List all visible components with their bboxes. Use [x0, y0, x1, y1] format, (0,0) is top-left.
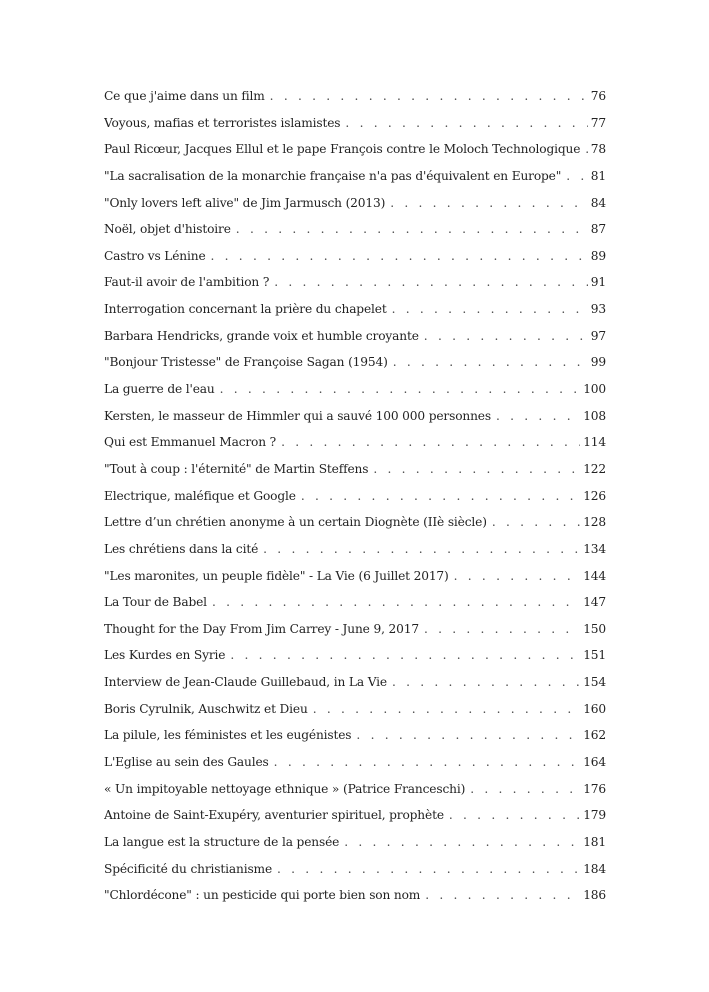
toc-entry-title: Ce que j'aime dans un film [104, 89, 265, 103]
toc-entry-page-number: 97 [590, 328, 606, 343]
toc-entry-page-number: 81 [590, 168, 606, 183]
table-of-contents [104, 86, 606, 912]
dot-leader [301, 486, 580, 506]
toc-entry-title: "Les maronites, un peuple fidèle" - La Vie (6 Juillet 2017) [104, 568, 449, 583]
toc-entry-title: La Tour de Babel [104, 595, 207, 610]
toc-entry-title: Boris Cyrulnik, Auschwitz et Dieu [104, 701, 308, 716]
toc-entry-title: "Bonjour Tristesse" de Françoise Sagan (1954) [104, 355, 388, 370]
dot-leader [566, 166, 588, 186]
dot-leader [212, 592, 580, 612]
toc-entry-title: Interview de Jean-Claude Guillebaud, in La Vie [104, 675, 387, 690]
toc-entry[interactable] [104, 193, 606, 220]
toc-entry-title: La langue est la structure de la pensée [104, 834, 340, 849]
dot-leader [281, 432, 580, 452]
dot-leader [277, 859, 580, 879]
dot-leader [230, 645, 580, 665]
toc-entry-page-number: 184 [583, 861, 606, 876]
toc-entry[interactable] [104, 779, 606, 806]
toc-entry-page-number: 77 [590, 115, 606, 130]
dot-leader [424, 619, 580, 639]
toc-entry-title: La pilule, les féministes et les eugénistes [104, 728, 352, 743]
toc-entry[interactable] [104, 699, 606, 726]
toc-entry-page-number: 76 [590, 89, 606, 103]
toc-entry-title: Kersten, le masseur de Himmler qui a sauvé 100 000 personnes [104, 408, 491, 423]
toc-entry-title: La guerre de l'eau [104, 382, 215, 397]
dot-leader [274, 752, 581, 772]
toc-entry-page-number: 128 [583, 515, 606, 530]
dot-leader [345, 113, 587, 133]
toc-entry-page-number: 160 [583, 701, 606, 716]
toc-entry-title: Faut-il avoir de l'ambition ? [104, 275, 270, 290]
toc-entry[interactable] [104, 859, 606, 886]
toc-entry[interactable] [104, 512, 606, 539]
toc-entry-page-number: 150 [583, 621, 606, 636]
toc-entry-title: « Un impitoyable nettoyage ethnique » (Patrice Franceschi) [104, 781, 466, 796]
toc-entry[interactable] [104, 459, 606, 486]
toc-entry[interactable] [104, 113, 606, 140]
toc-entry-page-number: 144 [583, 568, 606, 583]
toc-entry[interactable] [104, 299, 606, 326]
toc-entry-page-number: 108 [583, 408, 606, 423]
toc-entry-title: Paul Ricœur, Jacques Ellul et le pape François contre le Moloch Technologique [104, 142, 581, 157]
toc-entry-page-number: 78 [590, 142, 606, 157]
toc-entry-page-number: 147 [583, 595, 606, 610]
toc-entry-page-number: 122 [583, 461, 606, 476]
toc-entry-page-number: 100 [583, 382, 606, 397]
dot-leader [263, 539, 580, 559]
toc-entry[interactable] [104, 539, 606, 566]
toc-entry-title: Voyous, mafias et terroristes islamistes [104, 115, 341, 130]
toc-entry[interactable] [104, 592, 606, 619]
dot-leader [220, 379, 581, 399]
toc-entry[interactable] [104, 86, 606, 113]
toc-entry[interactable] [104, 432, 606, 459]
toc-entry-title: "Only lovers left alive" de Jim Jarmusch (2013) [104, 195, 386, 210]
toc-entry[interactable] [104, 566, 606, 593]
toc-entry-title: "Chlordécone" : un pesticide qui porte bien son nom [104, 888, 421, 903]
dot-leader [390, 193, 588, 213]
toc-entry-page-number: 93 [590, 302, 606, 317]
dot-leader [313, 699, 581, 719]
dot-leader [424, 326, 588, 346]
toc-entry[interactable] [104, 379, 606, 406]
dot-leader [236, 219, 588, 239]
toc-entry-page-number: 114 [583, 435, 606, 450]
toc-entry-page-number: 134 [583, 541, 606, 556]
toc-entry-title: Antoine de Saint-Exupéry, aventurier spirituel, prophète [104, 808, 444, 823]
toc-entry-title: Interrogation concernant la prière du chapelet [104, 302, 387, 317]
toc-entry-page-number: 181 [583, 834, 606, 849]
dot-leader [344, 832, 580, 852]
dot-leader [373, 459, 580, 479]
toc-entry[interactable] [104, 885, 606, 912]
toc-entry[interactable] [104, 352, 606, 379]
dot-leader [356, 725, 580, 745]
toc-entry-page-number: 162 [583, 728, 606, 743]
dot-leader [393, 352, 588, 372]
toc-entry[interactable] [104, 805, 606, 832]
toc-entry-title: Spécificité du christianisme [104, 861, 273, 876]
toc-entry-page-number: 84 [590, 195, 606, 210]
toc-entry-page-number: 186 [583, 888, 606, 903]
dot-leader [492, 512, 580, 532]
toc-entry-title: Lettre d’un chrétien anonyme à un certain Diognète (IIè siècle) [104, 515, 487, 530]
toc-entry-title: Castro vs Lénine [104, 248, 206, 263]
toc-entry-title: Qui est Emmanuel Macron ? [104, 435, 277, 450]
toc-entry-title: Electrique, maléfique et Google [104, 488, 296, 503]
toc-entry-page-number: 91 [590, 275, 606, 290]
toc-entry[interactable] [104, 166, 606, 193]
toc-entry-page-number: 151 [583, 648, 606, 663]
toc-entry-title: Barbara Hendricks, grande voix et humble croyante [104, 328, 419, 343]
dot-leader [496, 406, 580, 426]
toc-entry-title: Thought for the Day From Jim Carrey - June 9, 2017 [104, 621, 419, 636]
toc-entry[interactable] [104, 219, 606, 246]
toc-entry-page-number: 164 [583, 755, 606, 770]
toc-entry[interactable] [104, 752, 606, 779]
dot-leader [585, 139, 588, 159]
dot-leader [449, 805, 580, 825]
dot-leader [270, 86, 588, 106]
toc-entry[interactable] [104, 832, 606, 859]
toc-entry[interactable] [104, 619, 606, 646]
toc-entry-title: "La sacralisation de la monarchie française n'a pas d'équivalent en Europe" [104, 168, 562, 183]
dot-leader [392, 299, 588, 319]
toc-entry-title: L'Eglise au sein des Gaules [104, 755, 269, 770]
toc-entry-title: Les chrétiens dans la cité [104, 541, 259, 556]
toc-entry[interactable] [104, 246, 606, 273]
toc-entry-page-number: 179 [583, 808, 606, 823]
toc-entry-page-number: 99 [590, 355, 606, 370]
toc-entry[interactable] [104, 139, 606, 166]
dot-leader [392, 672, 580, 692]
toc-entry-title: Les Kurdes en Syrie [104, 648, 226, 663]
toc-entry[interactable] [104, 486, 606, 513]
toc-entry-title: Noël, objet d'histoire [104, 222, 231, 237]
toc-entry[interactable] [104, 725, 606, 752]
dot-leader [470, 779, 580, 799]
toc-entry-page-number: 176 [583, 781, 606, 796]
toc-entry[interactable] [104, 406, 606, 433]
toc-entry[interactable] [104, 272, 606, 299]
toc-entry-page-number: 154 [583, 675, 606, 690]
toc-entry-page-number: 87 [590, 222, 606, 237]
toc-entry-title: "Tout à coup : l'éternité" de Martin Steffens [104, 461, 369, 476]
toc-entry-page-number: 89 [590, 248, 606, 263]
toc-entry[interactable] [104, 326, 606, 353]
toc-entry[interactable] [104, 645, 606, 672]
dot-leader [211, 246, 588, 266]
dot-leader [425, 885, 580, 905]
dot-leader [454, 566, 581, 586]
toc-entry[interactable] [104, 672, 606, 699]
toc-entry-page-number: 126 [583, 488, 606, 503]
dot-leader [274, 272, 588, 292]
